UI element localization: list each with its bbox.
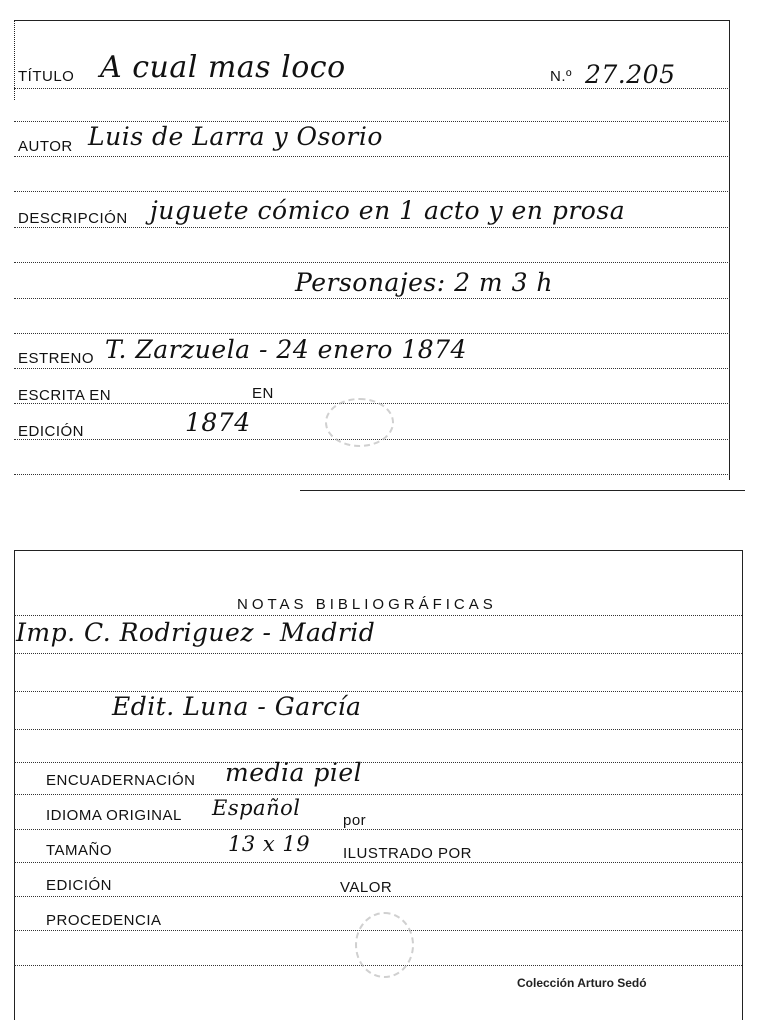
edicion-bottom-label: EDICIÓN	[46, 877, 113, 894]
faded-stamp	[325, 398, 394, 447]
ruled-line	[14, 298, 730, 299]
idioma-value: Español	[212, 796, 301, 820]
descripcion-value: juguete cómico en 1 acto y en prosa	[150, 196, 626, 225]
ruled-line	[14, 762, 742, 763]
edicion-label: EDICIÓN	[18, 423, 85, 440]
card-bottom-top-edge	[14, 550, 742, 551]
encuadernacion-label: ENCUADERNACIÓN	[46, 772, 196, 789]
numero-label: N.º	[550, 68, 572, 85]
notas-header: NOTAS BIBLIOGRÁFICAS	[237, 596, 497, 613]
card-bottom-left-border	[14, 550, 15, 1020]
en-label: EN	[252, 385, 274, 402]
ilustrado-label: ILUSTRADO POR	[343, 845, 473, 862]
card-bottom-right-border	[742, 550, 743, 1020]
ruled-line	[14, 829, 742, 830]
ruled-line	[14, 474, 730, 475]
collection-credit: Colección Arturo Sedó	[517, 976, 647, 990]
faded-stamp	[355, 912, 414, 978]
ruled-line	[14, 615, 742, 616]
por-label: por	[343, 812, 367, 829]
ruled-line	[14, 896, 742, 897]
catalog-card-top	[0, 0, 759, 500]
estreno-label: ESTRENO	[18, 350, 95, 367]
descripcion-label: DESCRIPCIÓN	[18, 210, 128, 227]
card-top-bottom-edge	[300, 490, 745, 491]
ruled-line	[14, 794, 742, 795]
procedencia-label: PROCEDENCIA	[46, 912, 162, 929]
ruled-line	[14, 729, 742, 730]
card-top-edge	[14, 20, 730, 21]
ruled-line	[14, 862, 742, 863]
ruled-line	[14, 191, 730, 192]
ruled-line	[14, 227, 730, 228]
titulo-value: A cual mas loco	[100, 50, 346, 85]
tamano-label: TAMAÑO	[46, 842, 113, 859]
catalog-card-bottom	[0, 540, 759, 1028]
estreno-value: T. Zarzuela - 24 enero 1874	[105, 335, 467, 364]
personajes-value: Personajes: 2 m 3 h	[295, 268, 554, 297]
ruled-line	[14, 262, 730, 263]
nota-line-1: Imp. C. Rodriguez - Madrid	[16, 618, 376, 647]
nota-line-2: Edit. Luna - García	[112, 692, 362, 721]
escrita-label: ESCRITA EN	[18, 387, 112, 404]
valor-label: VALOR	[340, 879, 393, 896]
autor-value: Luis de Larra y Osorio	[88, 122, 383, 151]
titulo-label: TÍTULO	[18, 68, 75, 85]
tamano-value: 13 x 19	[228, 832, 311, 856]
card-top-right-border	[729, 20, 730, 480]
encuadernacion-value: media piel	[225, 758, 363, 787]
autor-label: AUTOR	[18, 138, 73, 155]
ruled-line	[14, 333, 730, 334]
numero-value: 27.205	[585, 60, 676, 89]
ruled-line	[14, 653, 742, 654]
ruled-line	[14, 368, 730, 369]
edicion-value: 1874	[185, 408, 251, 437]
idioma-label: IDIOMA ORIGINAL	[46, 807, 182, 824]
ruled-line	[14, 156, 730, 157]
